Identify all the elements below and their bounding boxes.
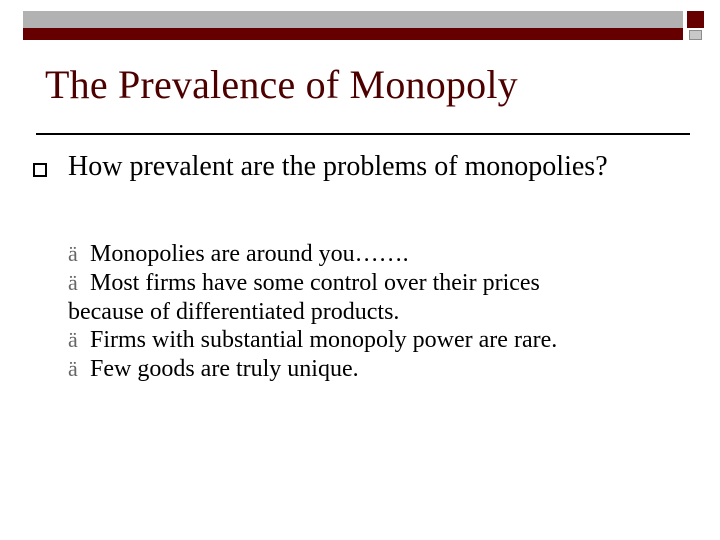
arrow-bullet-icon: ä <box>68 327 78 353</box>
sub-bullet-text: Firms with substantial monopoly power are rare. <box>90 327 558 354</box>
square-bullet-icon <box>33 163 47 177</box>
sub-bullet-item <box>68 240 708 269</box>
sub-bullet-item <box>68 355 708 384</box>
sub-bullet-text: Few goods are truly unique. <box>90 356 359 383</box>
top-decorative-bar <box>23 11 683 28</box>
corner-square-dark <box>687 11 704 28</box>
top-accent-bar <box>23 28 683 40</box>
slide-title: The Prevalence of Monopoly <box>45 62 518 107</box>
sub-bullet-text: Most firms have some control over their prices <box>90 269 540 296</box>
main-bullet-text: How prevalent are the problems of monopolies? <box>68 151 608 182</box>
title-divider <box>36 133 690 135</box>
arrow-bullet-icon: ä <box>68 356 78 382</box>
sub-bullet-list <box>68 240 708 384</box>
sub-bullet-continuation: because of differentiated products. <box>68 298 400 325</box>
arrow-bullet-icon: ä <box>68 269 78 295</box>
sub-bullet-item <box>68 326 708 355</box>
corner-square-light <box>689 30 702 40</box>
arrow-bullet-icon: ä <box>68 241 78 266</box>
sub-bullet-text: Monopolies are around you……. <box>90 241 409 267</box>
sub-bullet-item <box>68 269 708 298</box>
